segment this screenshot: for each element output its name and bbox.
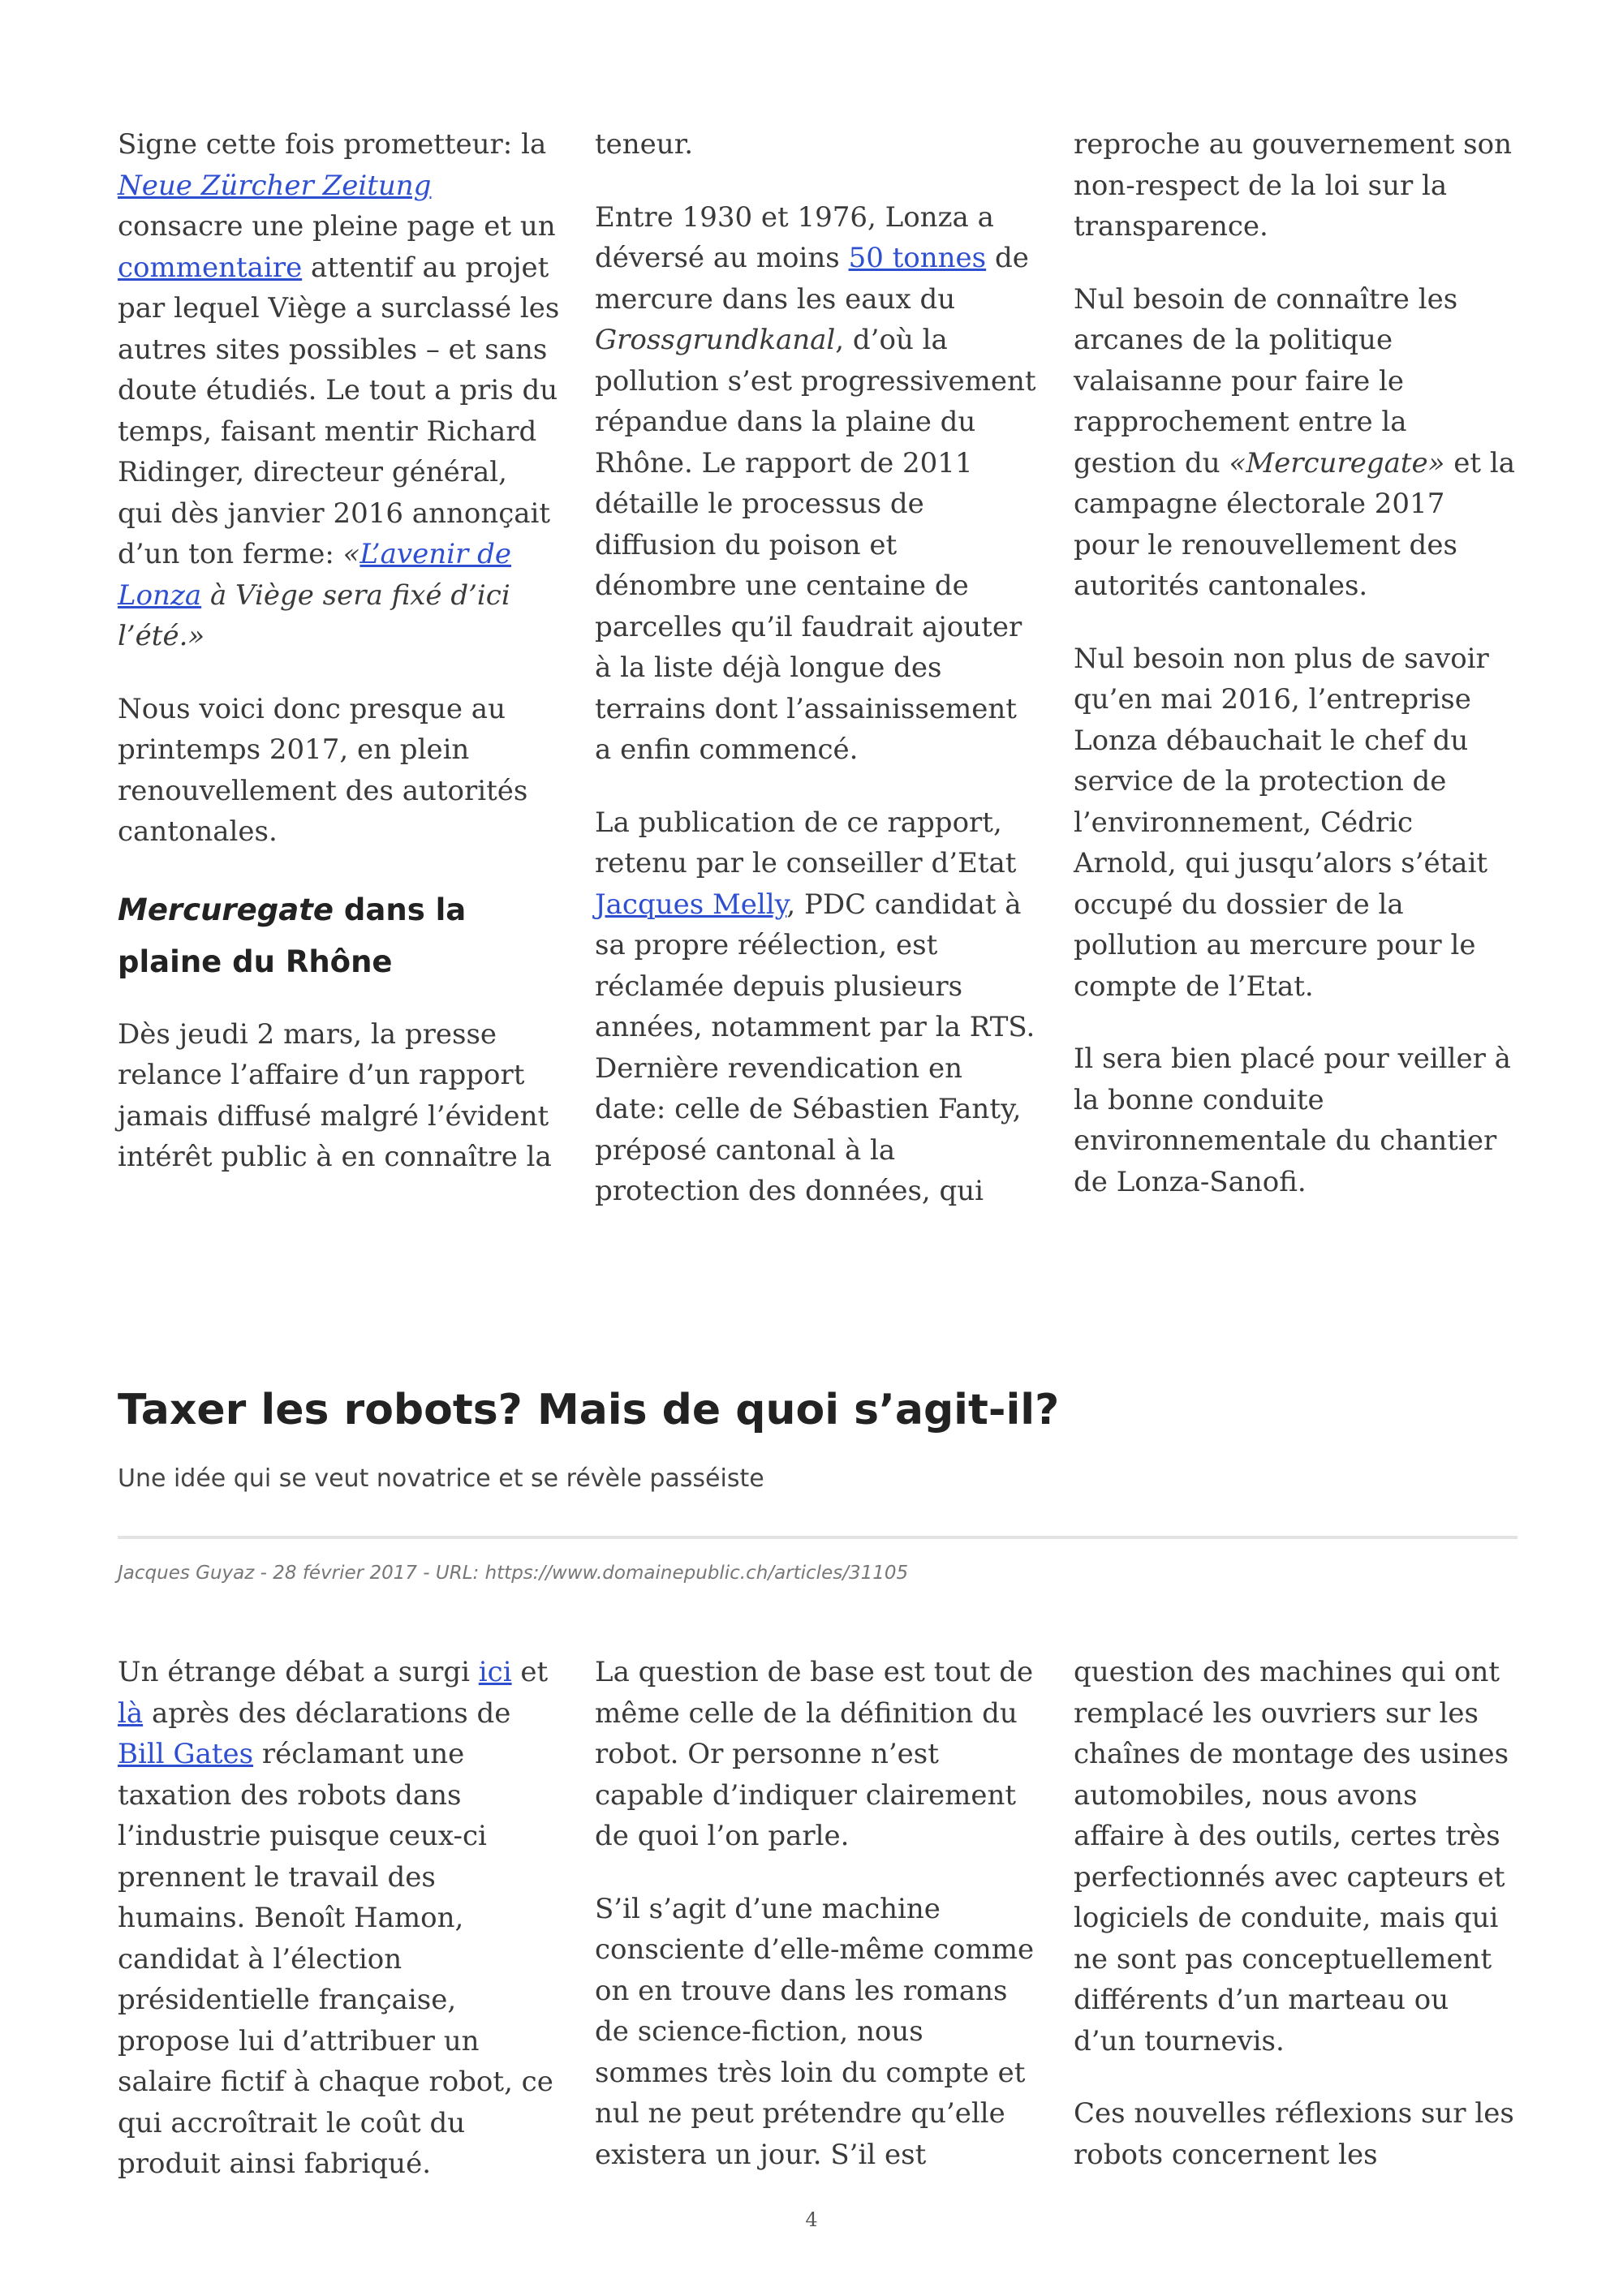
- section-heading: Mercuregate dans la plaine du Rhône: [118, 892, 467, 979]
- article1-column-2: [595, 124, 1037, 1244]
- link-commentaire[interactable]: commentaire: [118, 251, 303, 284]
- paragraph: Nul besoin non plus de savoir qu’en mai 2016, l’entreprise Lonza débauchait le chef du service de la protection de l’environnement, Cédric Arnold, qui jusqu’alors s’était occupé du dossier de la pollution au mercure pour le compte de l’Etat.: [1074, 642, 1489, 1003]
- link-neue-zurcher-zeitung[interactable]: Neue Zürcher Zeitung: [118, 169, 432, 202]
- link-la[interactable]: là: [118, 1696, 144, 1730]
- link-ici[interactable]: ici: [478, 1656, 512, 1688]
- paragraph: Dès jeudi 2 mars, la presse relance l’affaire d’un rapport jamais diffusé malgré l’évident intérêt public à en connaître la: [118, 1017, 552, 1173]
- paragraph: La question de base est tout de même celle de la définition du robot. Or personne n’est capable d’indiquer clairement de quoi l’on parle.: [595, 1656, 1034, 1852]
- link-avenir-de-lonza[interactable]: L’avenir de Lonza: [118, 538, 511, 612]
- article1-column-3: [1074, 124, 1516, 1234]
- article1-column-1: [118, 124, 560, 1210]
- article2-column-1: [118, 1652, 560, 2216]
- paragraph: question des machines qui ont remplacé les ouvriers sur les chaînes de montage des usines automobiles, nous avons affaire à des outils, certes très perfectionnés avec capteurs et logiciels de conduite, mais qui ne sont pas conceptuellement différents d’un marteau ou d’un tournevis.: [1074, 1656, 1509, 2057]
- paragraph: Nous voici donc presque au printemps 2017, en plein renouvellement des autorités cantonales.: [118, 692, 528, 848]
- paragraph: teneur.: [595, 128, 694, 161]
- article-title: Taxer les robots? Mais de quoi s’agit-il?: [118, 1386, 1060, 1434]
- paragraph: Il sera bien placé pour veiller à la bonne conduite environnementale du chantier de Lonza-Sanofi.: [1074, 1043, 1511, 1198]
- paragraph: La publication de ce rapport, retenu par le conseiller d’Etat Jacques Melly, PDC candidat à sa propre réélection, est réclamée depuis plusieurs années, notamment par la RTS. Dernière revendication en date: celle de Sébastien Fanty, préposé cantonal à la protection des données, qui: [595, 806, 1035, 1207]
- paragraph: Nul besoin de connaître les arcanes de la politique valaisanne pour faire le rapprochement entre la gestion du «Mercuregate» et la campagne électorale 2017 pour le renouvellement des autorités cantonales.: [1074, 282, 1515, 602]
- article-byline: Jacques Guyaz - 28 février 2017 - URL: https://www.domainepublic.ch/articles/31105: [118, 1563, 909, 1584]
- link-jacques-melly[interactable]: Jacques Melly: [595, 888, 787, 921]
- paragraph: Un étrange débat a surgi ici et là après des déclarations de Bill Gates réclamant une taxation des robots dans l’industrie puisque ceux-ci prennent le travail des humains. Benoît Hamon, candidat à l’élection présidentielle française, propose lui d’attribuer un salaire fictif à chaque robot, ce qui accroîtrait le coût du produit ainsi fabriqué.: [118, 1656, 553, 2180]
- paragraph: Signe cette fois prometteur: la Neue Zürcher Zeitung consacre une pleine page et un commentaire attentif au projet par lequel Viège a surclassé les autres sites possibles – et sans doute étudiés. Le tout a pris du temps, faisant mentir Richard Ridinger, directeur général, qui dès janvier 2016 annonçait d’un ton ferme: «L’avenir de Lonza à Viège sera fixé d’ici l’été.»: [118, 128, 560, 652]
- paragraph: reproche au gouvernement son non-respect de la loi sur la transparence.: [1074, 128, 1512, 243]
- article2-column-2: [595, 1652, 1037, 2207]
- divider: [118, 1536, 1518, 1539]
- article2-column-3: [1074, 1652, 1516, 2207]
- paragraph: Entre 1930 et 1976, Lonza a déversé au moins 50 tonnes de mercure dans les eaux du Grossgrundkanal, d’où la pollution s’est progressivement répandue dans la plaine du Rhône. Le rapport de 2011 détaille le processus de diffusion du poison et dénombre une centaine de parcelles qu’il faudrait ajouter à la liste déjà longue des terrains dont l’assainissement a enfin commencé.: [595, 200, 1036, 766]
- link-50-tonnes[interactable]: 50 tonnes: [848, 242, 987, 274]
- page-number: 4: [805, 2208, 818, 2231]
- article-subtitle: Une idée qui se veut novatrice et se révèle passéiste: [118, 1464, 764, 1493]
- paragraph: S’il s’agit d’une machine consciente d’elle-même comme on en trouve dans les romans de science-fiction, nous sommes très loin du compte et nul ne peut prétendre qu’elle existera un jour. S’il est: [595, 1892, 1035, 2171]
- link-bill-gates[interactable]: Bill Gates: [118, 1738, 254, 1770]
- paragraph: Ces nouvelles réflexions sur les robots concernent les: [1074, 2097, 1514, 2171]
